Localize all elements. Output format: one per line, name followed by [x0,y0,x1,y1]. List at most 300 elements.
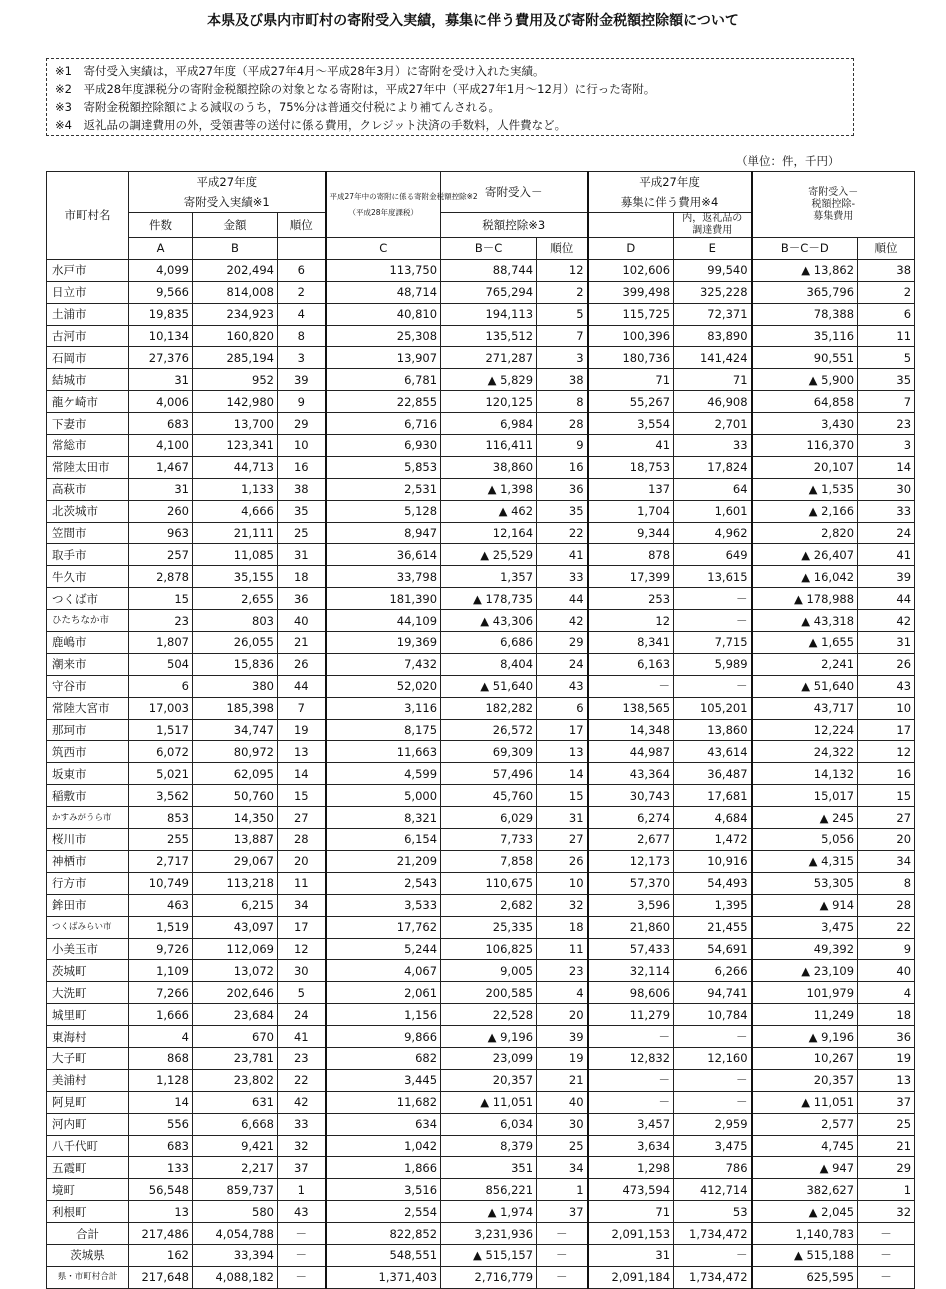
cell-net: ▲ 2,166 [752,500,858,522]
cell-rank-3: 25 [858,1113,915,1135]
cell-gift-cost: 72,371 [674,303,752,325]
cell-rank-3: － [858,1223,915,1245]
table-row [47,829,915,851]
cell-rank-2: 30 [537,1113,588,1135]
cell-count: 17,003 [129,697,193,719]
cell-deduction: 11,663 [326,741,441,763]
cell-rank-3: 17 [858,719,915,741]
table-row [47,610,915,632]
cell-rank-3: 6 [858,303,915,325]
cell-cost: 71 [588,369,674,391]
header-e-sub: 内，返礼品の 調達費用 [674,213,752,238]
cell-deduction: 48,714 [326,281,441,303]
cell-gift-cost: 4,962 [674,522,752,544]
cell-net: 10,267 [752,1047,858,1069]
note-3: ※3 寄附金税額控除額による減収のうち，75%分は普通交付税により補てんされる。 [55,100,501,114]
cell-rank-2: 19 [537,1047,588,1069]
table-row [47,872,915,894]
table-row [47,719,915,741]
cell-rank-3: 27 [858,807,915,829]
cell-rank-3: 1 [858,1179,915,1201]
cell-count: 217,486 [129,1223,193,1245]
cell-deduction: 4,067 [326,960,441,982]
cell-gift-cost: 13,615 [674,566,752,588]
cell-deduction: 33,798 [326,566,441,588]
cell-net: ▲ 26,407 [752,544,858,566]
cell-count: 1,807 [129,632,193,654]
cell-gift-cost: 105,201 [674,697,752,719]
cell-deduction: 5,128 [326,500,441,522]
cell-name: 古河市 [47,325,129,347]
cell-amount: 803 [193,610,278,632]
cell-net: ▲ 4,315 [752,850,858,872]
cell-name: 牛久市 [47,566,129,588]
cell-name: 利根町 [47,1201,129,1223]
cell-net: 3,430 [752,413,858,435]
cell-deduction: 8,321 [326,807,441,829]
cell-cost: 2,091,184 [588,1266,674,1288]
header-rank-blank [278,238,326,260]
cell-rank-3: 19 [858,1047,915,1069]
table-row [47,413,915,435]
table-row [47,894,915,916]
cell-cost: － [588,1091,674,1113]
cell-count: 162 [129,1244,193,1266]
cell-rank-3: 44 [858,588,915,610]
cell-amount: 21,111 [193,522,278,544]
cell-rank-2: 33 [537,566,588,588]
table-row [47,632,915,654]
cell-cost: 14,348 [588,719,674,741]
cell-net: 1,140,783 [752,1223,858,1245]
cell-rank-1: 13 [278,741,326,763]
cell-diff: 57,496 [441,763,537,785]
cell-net: 20,357 [752,1069,858,1091]
cell-rank-1: － [278,1244,326,1266]
cell-rank-3: 16 [858,763,915,785]
cell-cost: 21,860 [588,916,674,938]
cell-rank-2: 9 [537,435,588,457]
cell-amount: 113,218 [193,872,278,894]
cell-name: 大洗町 [47,982,129,1004]
cell-count: 133 [129,1157,193,1179]
cell-name: 鹿嶋市 [47,632,129,654]
cell-name: 小美玉市 [47,938,129,960]
cell-deduction: 22,855 [326,391,441,413]
cell-deduction: 19,369 [326,632,441,654]
cell-cost: 31 [588,1244,674,1266]
cell-net: 15,017 [752,785,858,807]
table-row [47,347,915,369]
cell-diff: ▲ 5,829 [441,369,537,391]
cell-rank-2: 42 [537,610,588,632]
cell-gift-cost: 141,424 [674,347,752,369]
cell-count: 9,566 [129,281,193,303]
cell-diff: 110,675 [441,872,537,894]
cell-net: 11,249 [752,1004,858,1026]
header-bcd: B－C－D [752,238,858,260]
cell-rank-1: 12 [278,938,326,960]
cell-rank-3: 43 [858,675,915,697]
cell-amount: 670 [193,1026,278,1048]
header-e: E [674,238,752,260]
cell-name: 美浦村 [47,1069,129,1091]
cell-rank-2: 2 [537,281,588,303]
cell-net: ▲ 9,196 [752,1026,858,1048]
cell-rank-1: 41 [278,1026,326,1048]
cell-gift-cost: 5,989 [674,653,752,675]
cell-rank-1: 37 [278,1157,326,1179]
cell-amount: 580 [193,1201,278,1223]
cell-amount: 2,217 [193,1157,278,1179]
cell-count: 4 [129,1026,193,1048]
cell-cost: 2,091,153 [588,1223,674,1245]
cell-deduction: 6,781 [326,369,441,391]
cell-count: 1,517 [129,719,193,741]
cell-cost: 473,594 [588,1179,674,1201]
header-d: D [588,238,674,260]
cell-cost: 12,173 [588,850,674,872]
cell-count: 56,548 [129,1179,193,1201]
cell-gift-cost: 1,395 [674,894,752,916]
cell-gift-cost: 64 [674,478,752,500]
table-row [47,456,915,478]
table-row [47,1069,915,1091]
cell-name: つくばみらい市 [47,916,129,938]
cell-rank-2: 32 [537,894,588,916]
cell-count: 14 [129,1091,193,1113]
cell-deduction: 5,000 [326,785,441,807]
cell-cost: 8,341 [588,632,674,654]
cell-count: 1,519 [129,916,193,938]
cell-rank-2: 18 [537,916,588,938]
cell-diff: 88,744 [441,259,537,281]
cell-rank-2: 26 [537,850,588,872]
cell-count: 1,109 [129,960,193,982]
cell-gift-cost: 3,475 [674,1135,752,1157]
total-row [47,1223,915,1245]
cell-name: 県・市町村合計 [47,1266,129,1288]
cell-gift-cost: 4,684 [674,807,752,829]
cell-cost: 71 [588,1201,674,1223]
note-1: ※1 寄付受入実績は，平成27年度（平成27年4月～平成28年3月）に寄附を受け入れた実績。 [55,64,545,78]
cell-cost: 180,736 [588,347,674,369]
cell-diff: 120,125 [441,391,537,413]
cell-deduction: 25,308 [326,325,441,347]
cell-name: 茨城県 [47,1244,129,1266]
cell-deduction: 5,244 [326,938,441,960]
cell-rank-1: 31 [278,544,326,566]
cell-rank-1: 26 [278,653,326,675]
table-row [47,259,915,281]
cell-amount: 80,972 [193,741,278,763]
cell-amount: 35,155 [193,566,278,588]
cell-name: 那珂市 [47,719,129,741]
cell-rank-1: 18 [278,566,326,588]
cell-amount: 285,194 [193,347,278,369]
cell-net: ▲ 5,900 [752,369,858,391]
table-row [47,850,915,872]
cell-amount: 15,836 [193,653,278,675]
cell-name: 土浦市 [47,303,129,325]
cell-deduction: 682 [326,1047,441,1069]
cell-gift-cost: 12,160 [674,1047,752,1069]
cell-cost: 399,498 [588,281,674,303]
cell-rank-1: 15 [278,785,326,807]
cell-gift-cost: － [674,1069,752,1091]
cell-rank-2: 15 [537,785,588,807]
cell-rank-3: 5 [858,347,915,369]
cell-rank-1: 21 [278,632,326,654]
cell-cost: 137 [588,478,674,500]
cell-cost: 253 [588,588,674,610]
cell-rank-3: 3 [858,435,915,457]
cell-deduction: 2,531 [326,478,441,500]
cell-diff: 38,860 [441,456,537,478]
cell-rank-2: 25 [537,1135,588,1157]
cell-rank-1: 33 [278,1113,326,1135]
table-row [47,960,915,982]
cell-diff: 7,858 [441,850,537,872]
cell-diff: ▲ 25,529 [441,544,537,566]
table-row [47,391,915,413]
cell-name: 守谷市 [47,675,129,697]
cell-rank-2: 5 [537,303,588,325]
cell-amount: 859,737 [193,1179,278,1201]
cell-name: 常陸太田市 [47,456,129,478]
cell-net: 49,392 [752,938,858,960]
cell-cost: 3,457 [588,1113,674,1135]
cell-deduction: 548,551 [326,1244,441,1266]
cell-rank-1: 3 [278,347,326,369]
cell-amount: 23,684 [193,1004,278,1026]
cell-rank-2: － [537,1244,588,1266]
cell-name: 取手市 [47,544,129,566]
table-row [47,1026,915,1048]
cell-rank-1: 39 [278,369,326,391]
cell-net: ▲ 1,535 [752,478,858,500]
cell-rank-1: 30 [278,960,326,982]
cell-gift-cost: 649 [674,544,752,566]
table-totals [47,1223,915,1289]
cell-rank-2: 17 [537,719,588,741]
cell-rank-1: － [278,1223,326,1245]
cell-gift-cost: 412,714 [674,1179,752,1201]
cell-net: ▲ 16,042 [752,566,858,588]
table-row [47,916,915,938]
cell-rank-1: 28 [278,829,326,851]
cell-net: 365,796 [752,281,858,303]
cell-cost: 12,832 [588,1047,674,1069]
header-group-4: 寄附受入－ 税額控除- 募集費用 [752,172,915,238]
cell-gift-cost: － [674,1091,752,1113]
cell-net: 2,241 [752,653,858,675]
cell-deduction: 2,543 [326,872,441,894]
cell-name: 高萩市 [47,478,129,500]
note-2: ※2 平成28年度課税分の寄附金税額控除の対象となる寄附は，平成27年中（平成27年1月～12月）に行った寄附。 [55,82,656,96]
cell-gift-cost: 786 [674,1157,752,1179]
cell-rank-2: 6 [537,697,588,719]
cell-deduction: 1,866 [326,1157,441,1179]
cell-rank-2: 22 [537,522,588,544]
cell-diff: 106,825 [441,938,537,960]
cell-gift-cost: 99,540 [674,259,752,281]
cell-cost: 98,606 [588,982,674,1004]
cell-cost: 1,704 [588,500,674,522]
cell-rank-3: 8 [858,872,915,894]
cell-amount: 23,802 [193,1069,278,1091]
cell-cost: 57,433 [588,938,674,960]
cell-gift-cost: 46,908 [674,391,752,413]
cell-cost: 100,396 [588,325,674,347]
cell-net: 90,551 [752,347,858,369]
cell-diff: 765,294 [441,281,537,303]
cell-rank-1: 19 [278,719,326,741]
cell-rank-3: 26 [858,653,915,675]
cell-name: 結城市 [47,369,129,391]
table-row [47,697,915,719]
cell-net: 116,370 [752,435,858,457]
cell-count: 868 [129,1047,193,1069]
cell-cost: － [588,1069,674,1091]
cell-rank-1: 27 [278,807,326,829]
cell-gift-cost: 53 [674,1201,752,1223]
cell-rank-1: 42 [278,1091,326,1113]
cell-rank-3: 23 [858,413,915,435]
cell-net: ▲ 51,640 [752,675,858,697]
cell-diff: 22,528 [441,1004,537,1026]
cell-diff: 116,411 [441,435,537,457]
cell-rank-2: 11 [537,938,588,960]
table-row [47,522,915,544]
cell-rank-3: 7 [858,391,915,413]
cell-diff: 6,686 [441,632,537,654]
cell-rank-2: 12 [537,259,588,281]
cell-deduction: 17,762 [326,916,441,938]
cell-rank-1: 34 [278,894,326,916]
cell-gift-cost: － [674,610,752,632]
cell-cost: 57,370 [588,872,674,894]
header-group-1: 平成27年度 寄附受入実績※1 [129,172,326,213]
header-name: 市町村名 [47,172,129,260]
cell-rank-1: 20 [278,850,326,872]
cell-gift-cost: 10,916 [674,850,752,872]
cell-count: 255 [129,829,193,851]
table-header [47,172,915,260]
cell-gift-cost: 10,784 [674,1004,752,1026]
cell-diff: 271,287 [441,347,537,369]
cell-gift-cost: 7,715 [674,632,752,654]
cell-amount: 62,095 [193,763,278,785]
cell-diff: 135,512 [441,325,537,347]
cell-name: 坂東市 [47,763,129,785]
cell-rank-1: 22 [278,1069,326,1091]
cell-cost: 6,274 [588,807,674,829]
cell-cost: 115,725 [588,303,674,325]
table-row [47,566,915,588]
cell-cost: 43,364 [588,763,674,785]
cell-deduction: 2,554 [326,1201,441,1223]
cell-count: 23 [129,610,193,632]
cell-rank-3: 11 [858,325,915,347]
header-a: A [129,238,193,260]
table-row [47,807,915,829]
cell-cost: 18,753 [588,456,674,478]
cell-diff: 20,357 [441,1069,537,1091]
cell-amount: 234,923 [193,303,278,325]
cell-rank-3: 32 [858,1201,915,1223]
cell-amount: 4,054,788 [193,1223,278,1245]
cell-gift-cost: 1,734,472 [674,1223,752,1245]
table-row [47,588,915,610]
cell-count: 10,134 [129,325,193,347]
cell-deduction: 3,516 [326,1179,441,1201]
cell-net: 43,717 [752,697,858,719]
cell-name: 筑西市 [47,741,129,763]
cell-deduction: 1,371,403 [326,1266,441,1288]
cell-diff: ▲ 43,306 [441,610,537,632]
table-row [47,325,915,347]
cell-amount: 631 [193,1091,278,1113]
cell-net: ▲ 2,045 [752,1201,858,1223]
cell-count: 963 [129,522,193,544]
total-row [47,1244,915,1266]
cell-rank-1: 17 [278,916,326,938]
cell-amount: 23,781 [193,1047,278,1069]
cell-name: 日立市 [47,281,129,303]
cell-rank-2: 29 [537,632,588,654]
cell-rank-2: 10 [537,872,588,894]
cell-gift-cost: － [674,1244,752,1266]
cell-cost: 878 [588,544,674,566]
table-row [47,982,915,1004]
cell-net: 20,107 [752,456,858,478]
cell-gift-cost: 33 [674,435,752,457]
cell-count: 2,878 [129,566,193,588]
cell-net: 12,224 [752,719,858,741]
cell-gift-cost: 325,228 [674,281,752,303]
cell-rank-3: 34 [858,850,915,872]
table-row [47,741,915,763]
cell-rank-3: 24 [858,522,915,544]
cell-deduction: 5,853 [326,456,441,478]
table-row [47,1135,915,1157]
cell-net: 3,475 [752,916,858,938]
cell-deduction: 1,156 [326,1004,441,1026]
cell-rank-3: 10 [858,697,915,719]
cell-name: 桜川市 [47,829,129,851]
table-row [47,281,915,303]
cell-amount: 1,133 [193,478,278,500]
cell-amount: 9,421 [193,1135,278,1157]
header-c-top: 平成27年中の寄附に係る寄附金税額控除※2 [329,191,478,201]
cell-net: 64,858 [752,391,858,413]
cell-deduction: 3,533 [326,894,441,916]
cell-count: 31 [129,478,193,500]
table-row [47,1179,915,1201]
cell-count: 13 [129,1201,193,1223]
cell-cost: 11,279 [588,1004,674,1026]
cell-rank-3: － [858,1266,915,1288]
cell-name: つくば市 [47,588,129,610]
cell-count: 19,835 [129,303,193,325]
table-row [47,1201,915,1223]
cell-rank-1: 6 [278,259,326,281]
cell-cost: 9,344 [588,522,674,544]
cell-diff: 23,099 [441,1047,537,1069]
cell-amount: 13,072 [193,960,278,982]
table-row [47,369,915,391]
